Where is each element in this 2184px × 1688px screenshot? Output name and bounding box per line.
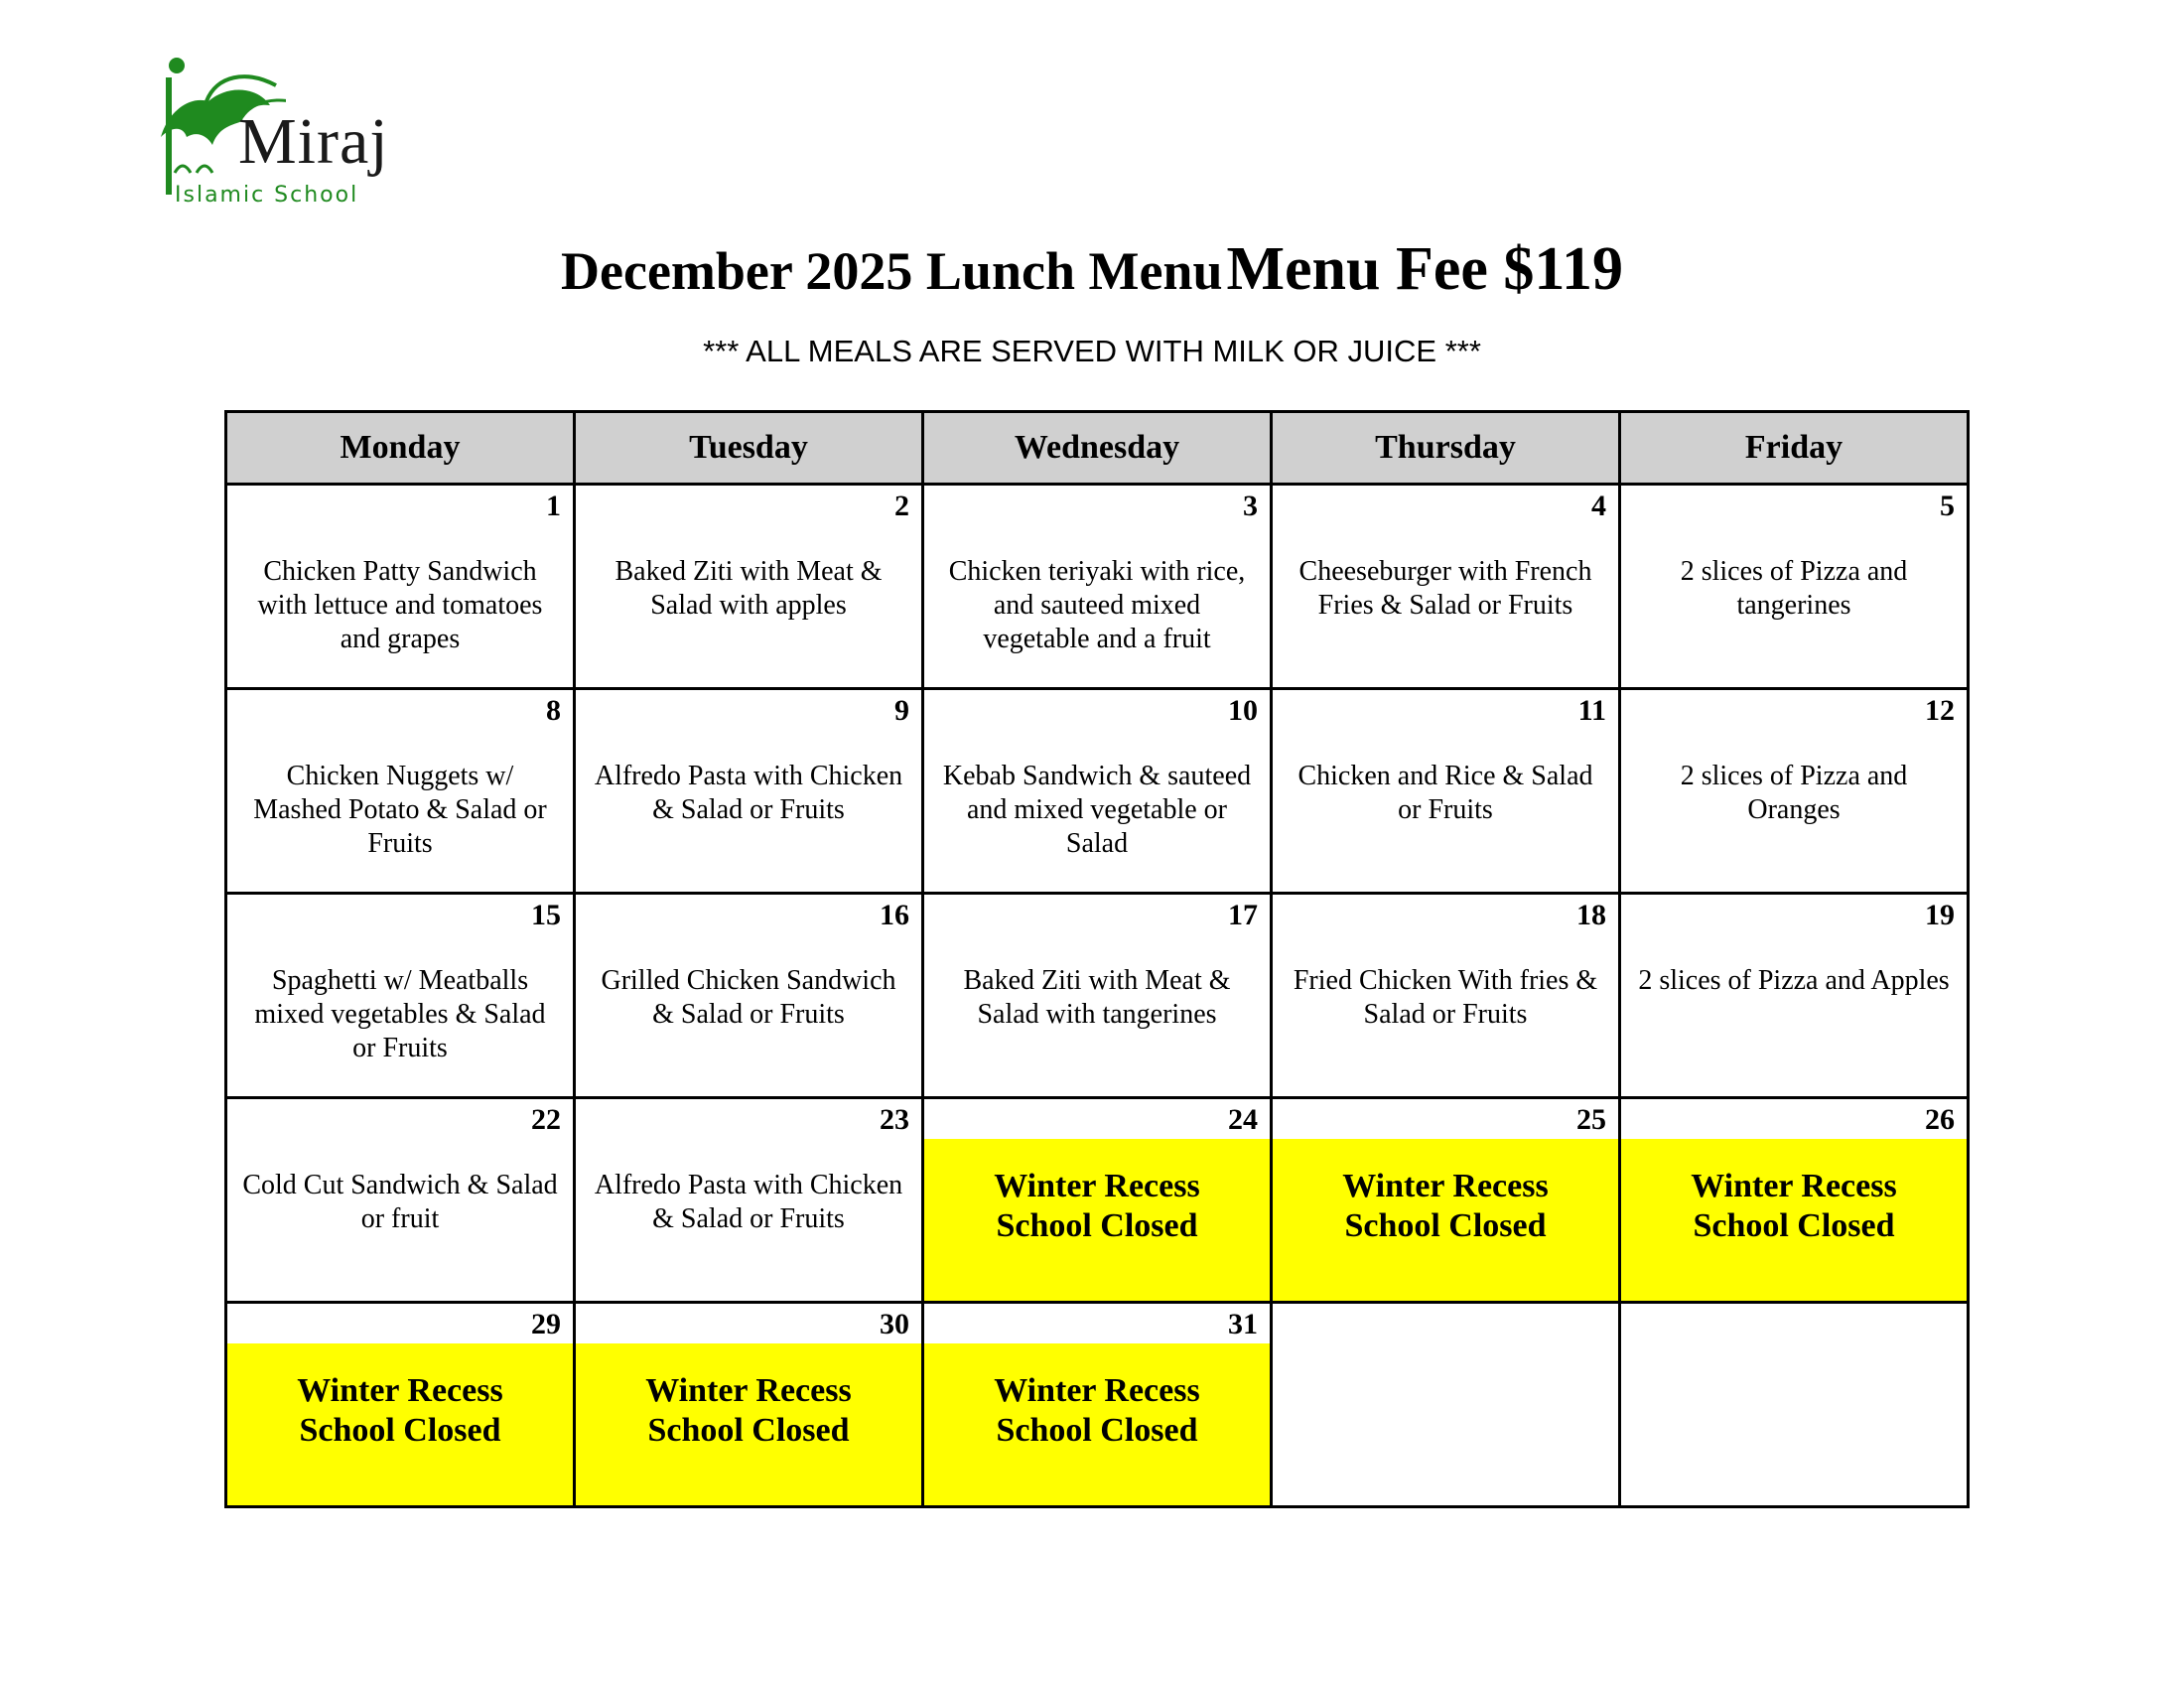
day-number: 9 [894,694,909,727]
weekday-header-row [226,412,1969,485]
calendar-day-cell [1272,894,1620,1098]
closed-notice-line: Winter Recess [994,1372,1200,1409]
page-title [0,235,2184,303]
school-closed-notice [576,1343,921,1505]
logo-subtitle: Islamic School [175,183,359,208]
day-number: 8 [546,694,561,727]
calendar-day-cell [1272,689,1620,894]
day-number: 25 [1576,1103,1606,1136]
meal-description: Chicken and Rice & Salad or Fruits [1297,761,1593,825]
meal-description: Spaghetti w/ Meatballs mixed vegetables & Salad or Fruits [254,965,546,1063]
school-closed-notice [1273,1139,1618,1301]
calendar-day-cell [226,485,575,689]
weekday-header: Monday [226,412,575,485]
calendar-week-row [226,894,1969,1098]
calendar-day-cell [575,1303,923,1507]
meal-description: Alfredo Pasta with Chicken & Salad or Fruits [594,761,903,825]
day-number: 3 [1243,490,1258,522]
weekday-header: Friday [1620,412,1969,485]
day-number: 24 [1228,1103,1258,1136]
day-number: 22 [531,1103,561,1136]
meal-description: Baked Ziti with Meat & Salad with tangerines [963,965,1231,1030]
day-number: 23 [880,1103,909,1136]
day-number: 15 [531,899,561,931]
day-number: 12 [1925,694,1955,727]
meal-note: *** ALL MEALS ARE SERVED WITH MILK OR JUICE *** [703,334,1481,368]
lunch-calendar [224,410,1970,1508]
closed-notice-line: School Closed [1344,1207,1547,1244]
calendar-day-cell [575,689,923,894]
day-number: 31 [1228,1308,1258,1340]
calendar-day-cell [226,894,575,1098]
calendar-day-cell [575,485,923,689]
calendar-day-cell [923,485,1272,689]
day-number: 17 [1228,899,1258,931]
meal-description: Grilled Chicken Sandwich & Salad or Fruits [601,965,896,1030]
weekday-header: Thursday [1272,412,1620,485]
calendar-day-cell [226,689,575,894]
day-number: 1 [546,490,561,522]
calendar-day-cell [923,894,1272,1098]
day-number: 18 [1576,899,1606,931]
meal-description: Chicken teriyaki with rice, and sauteed mixed vegetable and a fruit [948,556,1246,654]
school-logo [147,56,395,218]
closed-notice-line: School Closed [996,1207,1198,1244]
calendar-body [226,485,1969,1507]
calendar-week-row [226,689,1969,894]
calendar-day-cell [1272,485,1620,689]
school-closed-notice [924,1343,1270,1505]
school-closed-notice [227,1343,573,1505]
school-closed-notice [924,1139,1270,1301]
closed-notice-line: School Closed [1693,1207,1895,1244]
calendar-day-cell [923,689,1272,894]
calendar-day-cell [1272,1098,1620,1303]
day-number: 11 [1577,694,1606,727]
meal-description: Baked Ziti with Meat & Salad with apples [614,556,883,621]
title-main: December 2025 Lunch Menu [561,241,1223,301]
meal-description: 2 slices of Pizza and Apples [1638,965,1950,996]
meal-description: Alfredo Pasta with Chicken & Salad or Fruits [594,1170,903,1234]
day-number: 26 [1925,1103,1955,1136]
calendar-day-cell [575,894,923,1098]
meal-description: Cheeseburger with French Fries & Salad or Fruits [1298,556,1592,621]
meal-description: Kebab Sandwich & sauteed and mixed vegetable or Salad [942,761,1252,859]
calendar-day-cell [1620,485,1969,689]
closed-notice-line: Winter Recess [645,1372,852,1409]
calendar-day-cell [923,1303,1272,1507]
calendar-empty-cell [1272,1303,1620,1507]
day-number: 16 [880,899,909,931]
day-number: 30 [880,1308,909,1340]
calendar-day-cell [1620,1098,1969,1303]
calendar-week-row [226,1303,1969,1507]
meal-description: Fried Chicken With fries & Salad or Fruits [1293,965,1598,1030]
calendar-day-cell [1620,894,1969,1098]
calendar-week-row [226,1098,1969,1303]
closed-notice-line: Winter Recess [1342,1168,1549,1204]
meal-description: 2 slices of Pizza and tangerines [1680,556,1908,621]
closed-notice-line: Winter Recess [1691,1168,1897,1204]
closed-notice-line: School Closed [996,1412,1198,1449]
meal-description: Chicken Nuggets w/ Mashed Potato & Salad or Fruits [253,761,547,859]
calendar-day-cell [575,1098,923,1303]
day-number: 19 [1925,899,1955,931]
school-closed-notice [1621,1139,1967,1301]
calendar-day-cell [226,1098,575,1303]
day-number: 5 [1940,490,1955,522]
day-number: 10 [1228,694,1258,727]
weekday-header: Wednesday [923,412,1272,485]
calendar-empty-cell [1620,1303,1969,1507]
day-number: 29 [531,1308,561,1340]
meal-description: Cold Cut Sandwich & Salad or fruit [242,1170,558,1234]
meal-description: Chicken Patty Sandwich with lettuce and tomatoes and grapes [257,556,543,654]
closed-notice-line: School Closed [299,1412,501,1449]
calendar-day-cell [923,1098,1272,1303]
logo-wordmark: Miraj [238,105,389,178]
closed-notice-line: School Closed [647,1412,850,1449]
day-number: 2 [894,490,909,522]
closed-notice-line: Winter Recess [297,1372,503,1409]
calendar-day-cell [226,1303,575,1507]
title-fee: Menu Fee $119 [1226,235,1623,303]
calendar-day-cell [1620,689,1969,894]
calendar-week-row [226,485,1969,689]
weekday-header: Tuesday [575,412,923,485]
day-number: 4 [1591,490,1606,522]
meal-description: 2 slices of Pizza and Oranges [1680,761,1908,825]
closed-notice-line: Winter Recess [994,1168,1200,1204]
